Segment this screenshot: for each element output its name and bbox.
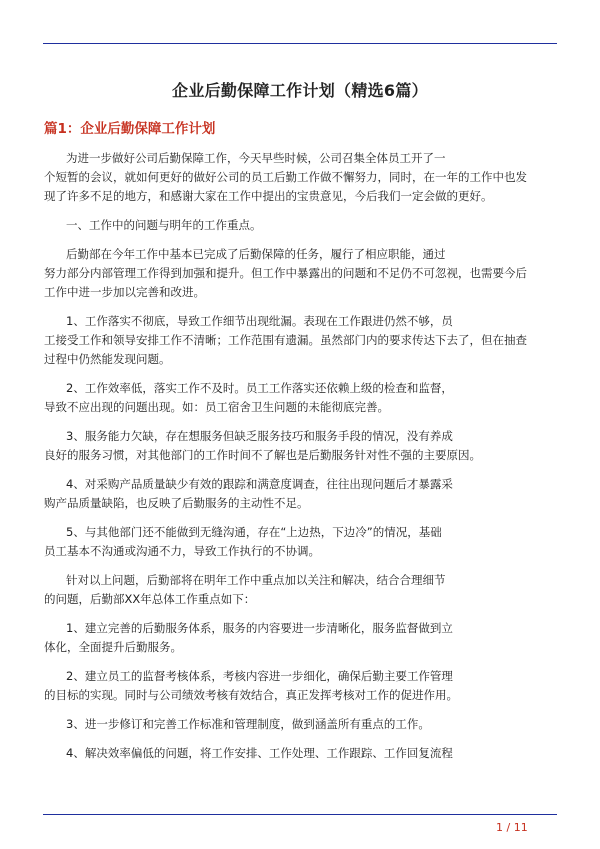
paragraph-line: 工接受工作和领导安排工作不清晰；工作范围有遗漏。虽然部门内的要求传达下去了，但在抽查 (44, 333, 527, 347)
paragraph-line: 良好的服务习惯，对其他部门的工作时间不了解也是后勤服务针对性不强的主要原因。 (44, 448, 481, 462)
top-divider (43, 43, 557, 44)
paragraph-line: 4、解决效率偏低的问题，将工作安排、工作处理、工作跟踪、工作回复流程 (66, 746, 453, 760)
document-title: 企业后勤保障工作计划（精选6篇） (172, 81, 428, 100)
paragraph-line: 4、对采购产品质量缺少有效的跟踪和满意度调查，往往出现问题后才暴露采 (66, 477, 453, 491)
paragraph-line: 努力部分内部管理工作得到加强和提升。但工作中暴露出的问题和不足仍不可忽视，也需要今后 (44, 266, 527, 280)
paragraph-line: 后勤部在今年工作中基本已完成了后勤保障的任务，履行了相应职能，通过 (66, 247, 446, 261)
paragraph-line: 个短暂的会议，就如何更好的做好公司的员工后勤工作做不懈努力，同时，在一年的工作中也发 (44, 170, 527, 184)
paragraph-line: 针对以上问题，后勤部将在明年工作中重点加以关注和解决，结合合理细节 (66, 573, 446, 587)
paragraph-line: 一、工作中的问题与明年的工作重点。 (66, 218, 262, 232)
paragraph-line: 3、服务能力欠缺，存在想服务但缺乏服务技巧和服务手段的情况，没有养成 (66, 429, 453, 443)
paragraph-line: 5、与其他部门还不能做到无缝沟通，存在“上边热，下边冷”的情况，基础 (66, 525, 442, 539)
paragraph-line: 员工基本不沟通或沟通不力，导致工作执行的不协调。 (44, 544, 320, 558)
paragraph-line: 的目标的实现。同时与公司绩效考核有效结合，真正发挥考核对工作的促进作用。 (44, 688, 458, 702)
paragraph-line: 为进一步做好公司后勤保障工作，今天早些时候，公司召集全体员工开了一 (66, 151, 446, 165)
bottom-divider (43, 814, 557, 815)
paragraph-line: 3、进一步修订和完善工作标准和管理制度，做到涵盖所有重点的工作。 (66, 717, 430, 731)
paragraph-line: 体化，全面提升后勤服务。 (44, 640, 182, 654)
section-heading: 篇1：企业后勤保障工作计划 (44, 121, 216, 137)
paragraph-line: 现了许多不足的地方，和感谢大家在工作中提出的宝贵意见，今后我们一定会做的更好。 (44, 189, 493, 203)
paragraph-line: 1、工作落实不彻底，导致工作细节出现纰漏。表现在工作跟进仍然不够，员 (66, 314, 453, 328)
paragraph-line: 购产品质量缺陷，也反映了后勤服务的主动性不足。 (44, 496, 309, 510)
paragraph-line: 导致不应出现的问题出现。如：员工宿舍卫生问题的未能彻底完善。 (44, 400, 389, 414)
paragraph-line: 2、工作效率低，落实工作不及时。员工工作落实还依赖上级的检查和监督， (66, 381, 453, 395)
paragraph-line: 的问题，后勤部XX年总体工作重点如下： (44, 592, 256, 606)
page-number: 1 / 11 (496, 821, 528, 834)
paragraph-line: 工作中进一步加以完善和改进。 (44, 285, 205, 299)
paragraph-line: 过程中仍然能发现问题。 (44, 352, 171, 366)
paragraph-line: 2、建立员工的监督考核体系，考核内容进一步细化，确保后勤主要工作管理 (66, 669, 453, 683)
paragraph-line: 1、建立完善的后勤服务体系，服务的内容要进一步清晰化，服务监督做到立 (66, 621, 453, 635)
